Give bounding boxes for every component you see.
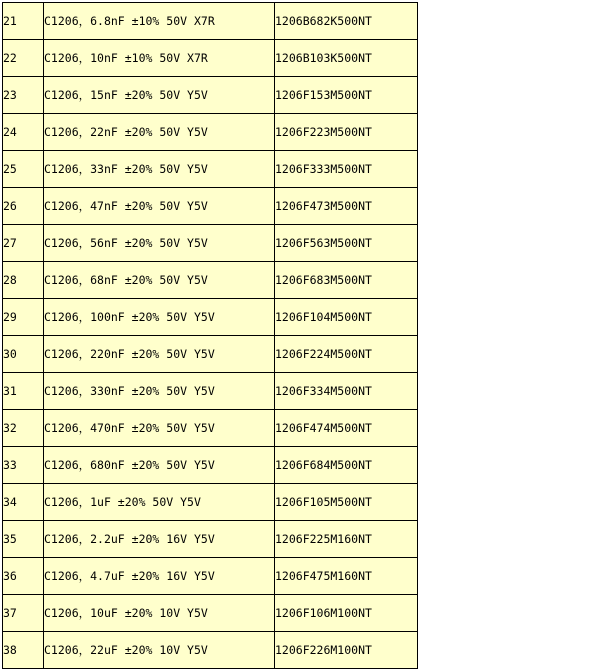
row-index-cell[interactable]: 21 (3, 3, 44, 40)
row-index-cell[interactable]: 24 (3, 114, 44, 151)
table-row (3, 262, 418, 299)
component-description-cell[interactable]: C1206，470nF ±20% 50V Y5V (44, 410, 275, 447)
component-description-cell[interactable]: C1206，68nF ±20% 50V Y5V (44, 262, 275, 299)
table-row (3, 447, 418, 484)
row-index-cell[interactable]: 23 (3, 77, 44, 114)
table-row (3, 373, 418, 410)
row-index-cell[interactable]: 29 (3, 299, 44, 336)
part-number-cell[interactable]: 1206F223M500NT (275, 114, 418, 151)
part-number-cell[interactable]: 1206F153M500NT (275, 77, 418, 114)
table-row (3, 114, 418, 151)
component-description-cell[interactable]: C1206，10nF ±10% 50V X7R (44, 40, 275, 77)
row-index-cell[interactable]: 27 (3, 225, 44, 262)
table-row (3, 3, 418, 40)
component-description-cell[interactable]: C1206，1uF ±20% 50V Y5V (44, 484, 275, 521)
component-description-cell[interactable]: C1206，4.7uF ±20% 16V Y5V (44, 558, 275, 595)
component-description-cell[interactable]: C1206，47nF ±20% 50V Y5V (44, 188, 275, 225)
component-description-cell[interactable]: C1206，680nF ±20% 50V Y5V (44, 447, 275, 484)
table-row (3, 410, 418, 447)
table-row (3, 225, 418, 262)
part-number-cell[interactable]: 1206B103K500NT (275, 40, 418, 77)
table-row (3, 188, 418, 225)
component-description-cell[interactable]: C1206，33nF ±20% 50V Y5V (44, 151, 275, 188)
row-index-cell[interactable]: 33 (3, 447, 44, 484)
row-index-cell[interactable]: 35 (3, 521, 44, 558)
component-description-cell[interactable]: C1206，56nF ±20% 50V Y5V (44, 225, 275, 262)
part-number-cell[interactable]: 1206F106M100NT (275, 595, 418, 632)
part-number-cell[interactable]: 1206F475M160NT (275, 558, 418, 595)
component-description-cell[interactable]: C1206，22nF ±20% 50V Y5V (44, 114, 275, 151)
part-number-cell[interactable]: 1206F105M500NT (275, 484, 418, 521)
part-number-cell[interactable]: 1206F226M100NT (275, 632, 418, 669)
table-row (3, 336, 418, 373)
row-index-cell[interactable]: 37 (3, 595, 44, 632)
part-number-cell[interactable]: 1206F684M500NT (275, 447, 418, 484)
table-row (3, 558, 418, 595)
component-description-cell[interactable]: C1206，330nF ±20% 50V Y5V (44, 373, 275, 410)
table-row (3, 77, 418, 114)
row-index-cell[interactable]: 34 (3, 484, 44, 521)
component-description-cell[interactable]: C1206，2.2uF ±20% 16V Y5V (44, 521, 275, 558)
table-row (3, 484, 418, 521)
part-number-cell[interactable]: 1206F333M500NT (275, 151, 418, 188)
row-index-cell[interactable]: 25 (3, 151, 44, 188)
table-row (3, 595, 418, 632)
part-number-cell[interactable]: 1206F224M500NT (275, 336, 418, 373)
part-number-cell[interactable]: 1206F563M500NT (275, 225, 418, 262)
part-number-cell[interactable]: 1206F683M500NT (275, 262, 418, 299)
part-number-cell[interactable]: 1206F473M500NT (275, 188, 418, 225)
row-index-cell[interactable]: 30 (3, 336, 44, 373)
part-number-cell[interactable]: 1206F225M160NT (275, 521, 418, 558)
part-number-cell[interactable]: 1206F334M500NT (275, 373, 418, 410)
table-row (3, 521, 418, 558)
component-description-cell[interactable]: C1206，22uF ±20% 10V Y5V (44, 632, 275, 669)
part-number-cell[interactable]: 1206F474M500NT (275, 410, 418, 447)
table-row (3, 632, 418, 669)
component-description-cell[interactable]: C1206，15nF ±20% 50V Y5V (44, 77, 275, 114)
component-description-cell[interactable]: C1206，100nF ±20% 50V Y5V (44, 299, 275, 336)
row-index-cell[interactable]: 38 (3, 632, 44, 669)
component-description-cell[interactable]: C1206，6.8nF ±10% 50V X7R (44, 3, 275, 40)
table-body (3, 3, 418, 669)
row-index-cell[interactable]: 22 (3, 40, 44, 77)
component-description-cell[interactable]: C1206，220nF ±20% 50V Y5V (44, 336, 275, 373)
table-row (3, 40, 418, 77)
part-number-cell[interactable]: 1206F104M500NT (275, 299, 418, 336)
table-row (3, 151, 418, 188)
part-number-cell[interactable]: 1206B682K500NT (275, 3, 418, 40)
row-index-cell[interactable]: 31 (3, 373, 44, 410)
row-index-cell[interactable]: 32 (3, 410, 44, 447)
row-index-cell[interactable]: 28 (3, 262, 44, 299)
row-index-cell[interactable]: 26 (3, 188, 44, 225)
component-description-cell[interactable]: C1206，10uF ±20% 10V Y5V (44, 595, 275, 632)
table-row (3, 299, 418, 336)
row-index-cell[interactable]: 36 (3, 558, 44, 595)
capacitor-parts-table (2, 2, 418, 669)
